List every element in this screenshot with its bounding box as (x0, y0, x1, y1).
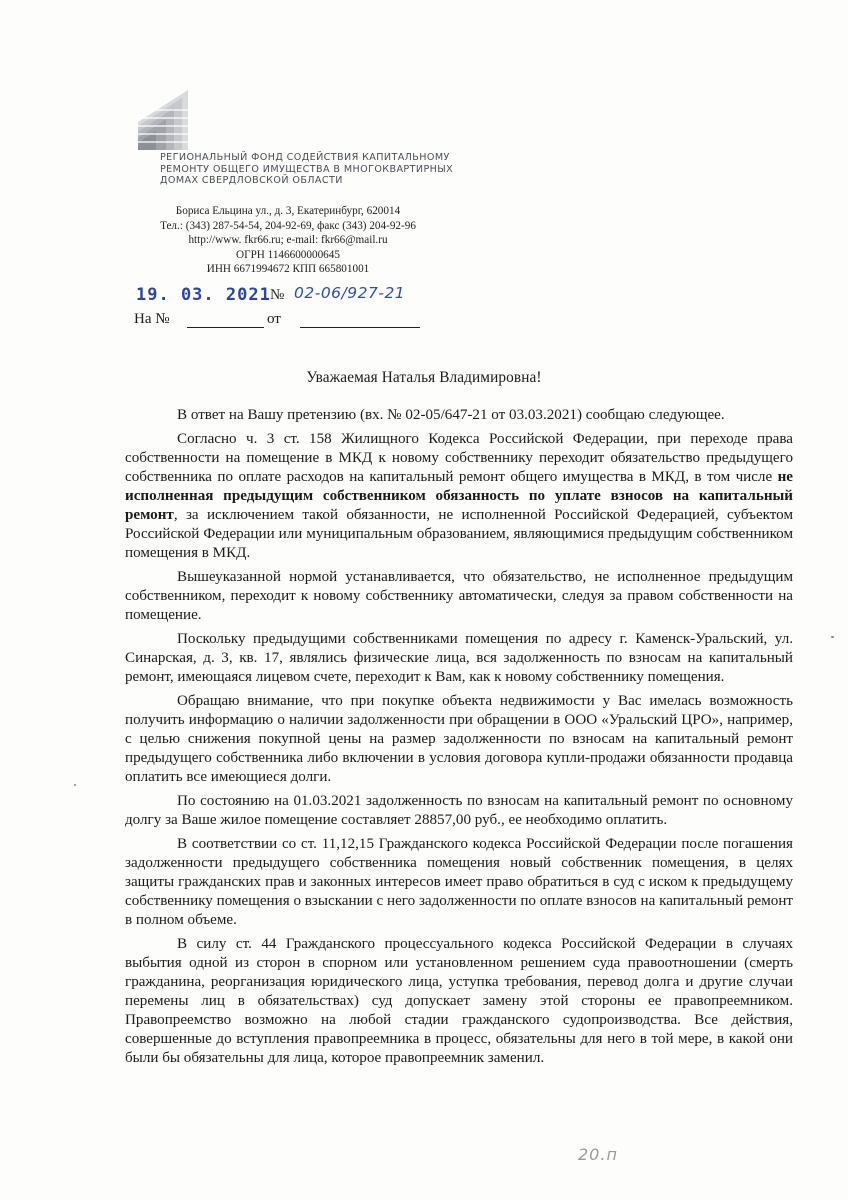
body-paragraph (125, 935, 793, 1069)
organization-name (160, 152, 454, 187)
body-paragraph (125, 430, 793, 564)
body-paragraph (125, 568, 793, 625)
body-paragraph (125, 630, 793, 687)
outgoing-registration (134, 284, 454, 310)
body-paragraph (125, 835, 793, 930)
org-name-line: РЕГИОНАЛЬНЫЙ ФОНД СОДЕЙСТВИЯ КАПИТАЛЬНОМУ (160, 152, 450, 163)
paragraph-text: Поскольку предыдущими собственниками помещения по адресу г. Каменск-Уральский, ул. Синарская, д. 3, кв. 17, являлись физические лица, вся задолженность по взносам на капитальный ремонт, имеющаяся лицевом счете, переходит к Вам, как к новому собственнику помещения. (125, 630, 793, 685)
emphasized-text: не исполненная предыдущим собственником обязанность по уплате взносов на капитальный ремонт (125, 468, 793, 524)
organization-contacts (128, 204, 448, 277)
paragraph-text: Вышеуказанной нормой устанавливается, что обязательство, не исполненное предыдущим собственником, переходит к новому собственнику автоматически, следуя за правом собственности на помещение. (125, 568, 793, 624)
inn-kpp-line: ИНН 6671994672 КПП 665801001 (206, 263, 370, 276)
address-line: Бориса Ельцина ул., д. 3, Екатеринбург, 620014 (175, 205, 401, 217)
body-paragraph (125, 792, 793, 830)
phone-line: Тел.: (343) 287-54-54, 204-92-69, факс (343) 204-92-96 (160, 219, 416, 232)
paragraph-text: В силу ст. 44 Гражданского процессуального кодекса Российской Федерации в случаях выбытия одной из сторон в спорном или установленном решением суда правоотношении (смерть гражданина, реорганизация юридического лица, уступка требования, перевод долга и другие случаи перемены лиц в обязательствах) суд допускает замену этой стороны ее правопреемником. Правопреемство возможно на любой стадии гражданского судопроизводства. Все действия, совершенные до вступления правопреемника в процесс, обязательны для него в той мере, в какой они были бы обязательны для лица, которое правопреемник заменил. (125, 935, 793, 1067)
outgoing-date-stamp: 19. 03. 2021 (136, 285, 271, 305)
org-name-line: РЕМОНТУ ОБЩЕГО ИМУЩЕСТВА В МНОГОКВАРТИРНЫХ (160, 163, 454, 175)
outgoing-number-label: № (270, 287, 285, 303)
paragraph-text: Согласно ч. 3 ст. 158 Жилищного Кодекса Российской Федерации, при переходе права собственности на помещение в МКД к новому собственнику переходит обязательство предыдущего собственника по оплате расходов на капитальный ремонт общего имущества в МКД, в том числе (125, 430, 793, 485)
reference-number-label: На № (134, 311, 170, 327)
letter-body (125, 406, 793, 1073)
web-email-line: http://www. fkr66.ru; e-mail: fkr66@mail.ru (188, 234, 388, 247)
reference-date-blank (300, 327, 420, 328)
ogrn-line: ОГРН 1146600000645 (236, 248, 340, 261)
scan-speck (74, 784, 76, 786)
paragraph-text: Обращаю внимание, что при покупке объекта недвижимости у Вас имелась возможность получить информацию о наличии задолженности при обращении в ООО «Уральский ЦРО», например, с целью снижения покупной цены на размер задолженности по взносам на капитальный ремонт предыдущего собственника либо включении в условия договора купли-продажи обязанности продавца оплатить все имеющиеся долги. (125, 692, 793, 786)
paragraph-text: В ответ на Вашу претензию (вх. № 02-05/647-21 от 03.03.2021) сообщаю следующее. (177, 407, 725, 423)
body-paragraph (125, 692, 793, 787)
paragraph-text: В соответствии со ст. 11,12,15 Гражданского кодекса Российской Федерации после погашения задолженности предыдущего собственника помещения новый собственник помещения, в целях защиты гражданских прав и законных интересов имеет право обратиться в суд с иском к предыдущему собственнику помещения о взыскании с него задолженности по оплате взносов на капитальный ремонт в полном объеме. (125, 835, 793, 928)
reference-date-label: от (267, 311, 281, 327)
paragraph-text: По состоянию на 01.03.2021 задолженность по взносам на капитальный ремонт по основному долгу за Ваше жилое помещение составляет 28857,00 руб., ее необходимо оплатить. (125, 792, 793, 828)
reference-number-blank (187, 327, 264, 328)
org-name-line: ДОМАХ СВЕРДЛОВСКОЙ ОБЛАСТИ (160, 175, 343, 186)
incoming-reference (134, 310, 434, 332)
outgoing-number-handwritten: 02-06/927-21 (294, 284, 406, 302)
scan-speck (831, 636, 834, 638)
paragraph-text: , за исключением такой обязанности, не исполненной Российской Федерацией, субъектом Российской Федерации или муниципальным образованием, являющимися предыдущим собственником помещения в МКД. (125, 507, 793, 562)
salutation: Уважаемая Наталья Владимировна! (306, 369, 542, 386)
body-paragraph (125, 406, 793, 425)
handwritten-page-mark: 20.п (578, 1145, 618, 1164)
organization-logo-icon (136, 86, 206, 152)
